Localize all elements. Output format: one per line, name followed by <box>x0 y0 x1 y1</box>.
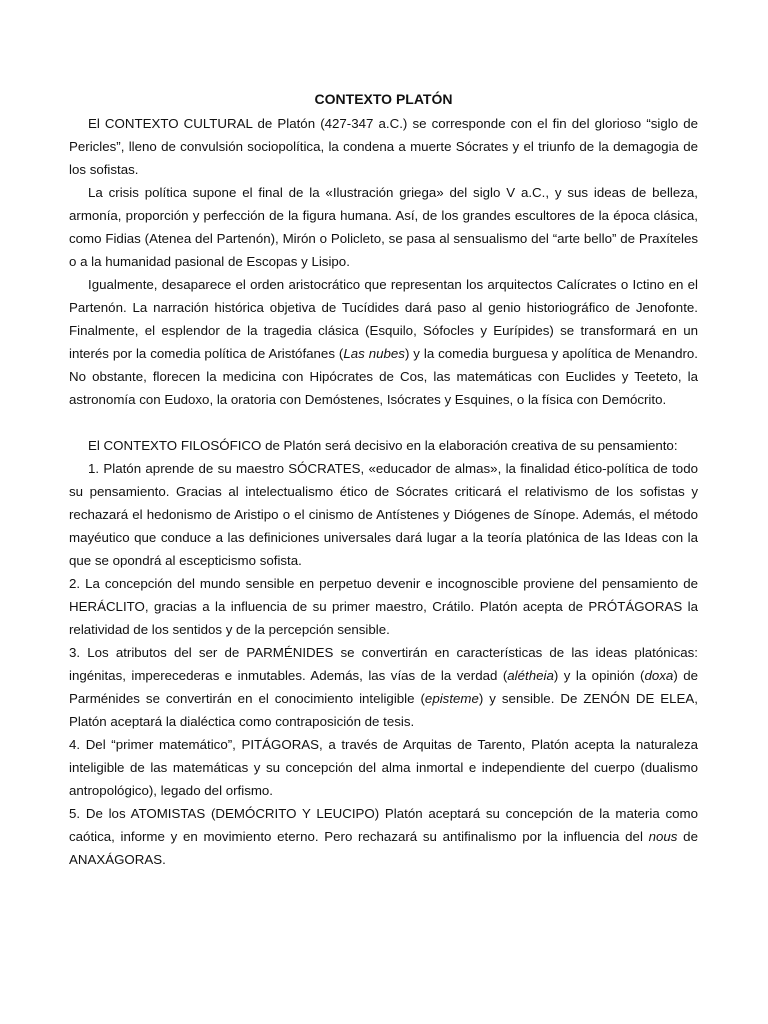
paragraph-cultural-context: El CONTEXTO CULTURAL de Platón (427-347 a.C.) se corresponde con el fin del glorioso “siglo de Pericles”, lleno de convulsión sociopolítica, la condena a muerte Sócrates y el triunfo de la demagogia de los sofistas. <box>69 116 698 177</box>
text-run: de ANAXÁGORAS. <box>69 829 698 867</box>
text-run: Igualmente, desaparece el orden aristocrático que representan los arquitectos Calícrates o Ictino en el Partenón. La narración histórica objetiva de Tucídides dará paso al genio historiográfico de Jenofonte. Finalmente, el esplendor de la tragedia clásica (Esquilo, Sófocles y Eurípides) se transformará en un interés por la comedia política de Aristófanes ( <box>69 277 698 361</box>
document-page <box>69 88 698 871</box>
paragraph-gap <box>69 411 698 434</box>
list-item-atomistas <box>69 802 698 871</box>
text-run: ) de Parménides se convertirán en el conocimiento inteligible ( <box>69 668 698 706</box>
list-item-parmenides <box>69 641 698 733</box>
italic-title-las-nubes: Las nubes <box>343 346 405 361</box>
text-run: ) y la comedia burguesa y apolítica de Menandro. No obstante, florecen la medicina con Hipócrates de Cos, las matemáticas con Euclides y Teeteto, la astronomía con Eudoxo, la oratoria con Demóstenes, Isócrates y Esquines, o la física con Demócrito. <box>69 346 698 407</box>
list-item-heraclito: 2. La concepción del mundo sensible en perpetuo devenir e incognoscible proviene del pensamiento de HERÁCLITO, gracias a la influencia de su primer maestro, Crátilo. Platón acepta de PRÓTÁGORAS la relatividad de los sentidos y de la percepción sensible. <box>69 576 698 637</box>
list-item-socrates: 1. Platón aprende de su maestro SÓCRATES, «educador de almas», la finalidad ético-política de todo su pensamiento. Gracias al intelectualismo ético de Sócrates criticará el relativismo de los sofistas y rechazará el hedonismo de Aristipo o el cinismo de Antístenes y Diógenes de Sínope. Además, el método mayéutico que conduce a las definiciones universales dará lugar a la teoría platónica de las Ideas con la que se opondrá al escepticismo sofista. <box>69 461 698 568</box>
text-run: ) y la opinión ( <box>553 668 645 683</box>
list-item-pitagoras: 4. Del “primer matemático”, PITÁGORAS, a través de Arquitas de Tarento, Platón acepta la naturaleza inteligible de las matemáticas y su concepción del alma inmortal e independiente del cuerpo (dualismo antropológico), legado del orfismo. <box>69 737 698 798</box>
italic-term-doxa: doxa <box>644 668 674 683</box>
italic-term-episteme: episteme <box>424 691 479 706</box>
italic-term-nous: nous <box>648 829 678 844</box>
document-title: CONTEXTO PLATÓN <box>314 91 453 107</box>
text-run: 5. De los ATOMISTAS (DEMÓCRITO Y LEUCIPO) Platón aceptará su concepción de la materia como caótica, informe y en movimiento eterno. Pero rechazará su antifinalismo por la influencia del <box>69 806 698 844</box>
italic-term-aletheia: alétheia <box>507 668 554 683</box>
paragraph-political-crisis: La crisis política supone el final de la «Ilustración griega» del siglo V a.C., y sus ideas de belleza, armonía, proporción y perfección de la figura humana. Así, de los grandes escultores de la época clásica, como Fidias (Atenea del Partenón), Mirón o Policleto, se pasa al sensualismo del “arte bello” de Praxíteles o a la humanidad pasional de Escopas y Lisipo. <box>69 185 698 269</box>
paragraph-philosophical-context: El CONTEXTO FILOSÓFICO de Platón será decisivo en la elaboración creativa de su pensamiento: <box>88 438 678 453</box>
text-run: 3. Los atributos del ser de PARMÉNIDES se convertirán en características de las ideas platónicas: ingénitas, imperecederas e inmutables. Además, las vías de la verdad ( <box>69 645 698 683</box>
paragraph-aristocratic-order <box>69 273 698 411</box>
text-run: ) y sensible. De ZENÓN DE ELEA, Platón aceptará la dialéctica como contraposición de tesis. <box>69 691 698 729</box>
